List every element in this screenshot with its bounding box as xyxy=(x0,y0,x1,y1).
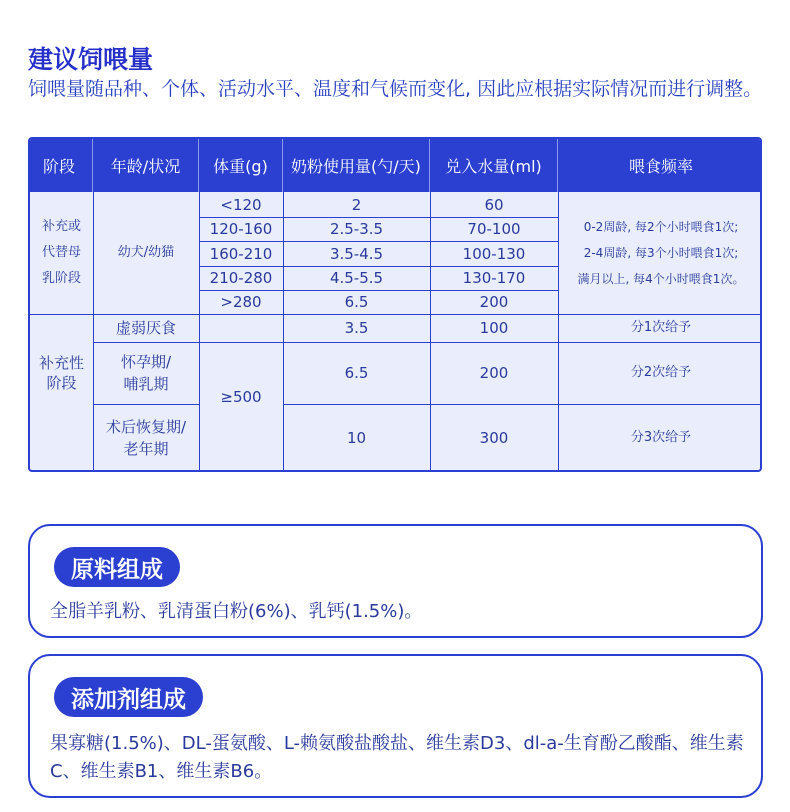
weight-cell: 160-210 xyxy=(209,244,273,263)
frequency-cell: 分2次给予 xyxy=(630,365,692,380)
powder-cell: 6.5 xyxy=(344,364,369,382)
water-cell: 300 xyxy=(479,429,509,447)
stage-replacement: 补充或 代替母 乳阶段 xyxy=(41,219,81,286)
frequency-cell: 分1次给予 xyxy=(630,320,692,335)
water-cell: 100-130 xyxy=(462,244,526,263)
water-cell: 130-170 xyxy=(462,269,526,287)
header-stage: 阶段 xyxy=(30,139,93,192)
feeding-title: 建议饲喂量 xyxy=(28,45,154,74)
age-recovery: 术后恢复期/ 老年期 xyxy=(105,418,187,458)
water-cell: 200 xyxy=(479,364,509,382)
age-pregnant: 怀孕期/ 哺乳期 xyxy=(120,353,172,393)
header-powder: 奶粉使用量(勺/天) xyxy=(283,139,430,192)
weight-cell: 120-160 xyxy=(209,220,273,238)
water-cell: 70-100 xyxy=(467,220,521,238)
age-weak: 虚弱厌食 xyxy=(115,319,176,337)
weight-cell: 210-280 xyxy=(209,269,273,287)
table-header xyxy=(30,139,760,192)
powder-cell: 3.5 xyxy=(344,319,369,337)
ingredients-title: 原料组成 xyxy=(54,547,180,587)
powder-cell: 4.5-5.5 xyxy=(329,269,384,287)
frequency-cell: 分3次给予 xyxy=(630,430,692,445)
header-weight: 体重(g) xyxy=(199,139,283,192)
ingredients-text: 全脂羊乳粉、乳清蛋白粉(6%)、乳钙(1.5%)。 xyxy=(50,601,423,622)
header-water: 兑入水量(ml) xyxy=(430,139,558,192)
powder-cell: 2.5-3.5 xyxy=(329,220,384,238)
weight-cell: >280 xyxy=(220,293,262,311)
weight-cell-large: ≥500 xyxy=(220,388,262,406)
stage-supplement: 补充性 阶段 xyxy=(38,354,84,392)
header-age: 年龄/状况 xyxy=(93,139,199,192)
powder-cell: 10 xyxy=(346,429,367,447)
ingredients-card xyxy=(28,524,763,638)
header-frequency: 喂食频率 xyxy=(628,157,693,176)
feeding-table xyxy=(28,137,762,472)
water-cell: 60 xyxy=(484,195,504,214)
additives-title: 添加剂组成 xyxy=(54,677,203,717)
age-puppy-kitten: 幼犬/幼猫 xyxy=(117,245,175,260)
powder-cell: 6.5 xyxy=(344,293,369,311)
additives-card xyxy=(28,654,763,798)
feeding-subtitle: 饲喂量随品种、个体、活动水平、温度和气候而变化, 因此应根据实际情况而进行调整。 xyxy=(28,78,763,100)
powder-cell: 2 xyxy=(351,195,362,214)
frequency-cell: 0-2周龄, 每2个小时喂食1次; 2-4周龄, 每3个小时喂食1次; 满月以上, 每4个小时喂食1次。 xyxy=(577,220,745,286)
additives-text: 果寡糖(1.5%)、DL-蛋氨酸、L-赖氨酸盐酸盐、维生素D3、dl-a-生育酚乙酸酯、维生素C、维生素B1、维生素B6。 xyxy=(50,733,744,782)
weight-cell: <120 xyxy=(220,195,262,214)
water-cell: 200 xyxy=(479,293,509,311)
water-cell: 100 xyxy=(479,319,509,337)
powder-cell: 3.5-4.5 xyxy=(329,244,384,263)
